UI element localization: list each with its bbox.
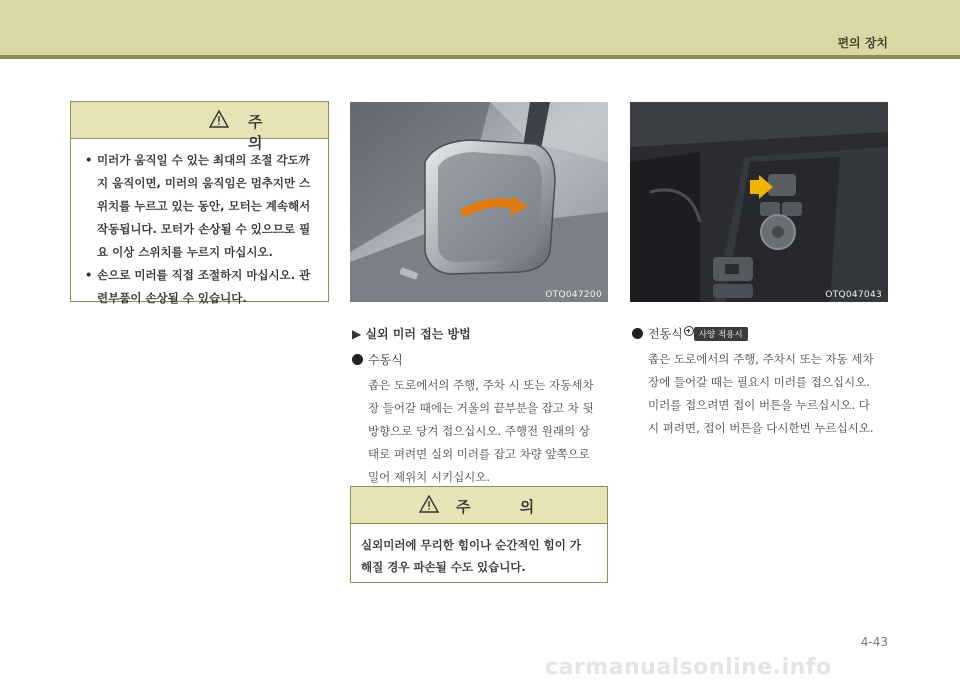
caution-header	[351, 487, 607, 524]
photo-electric-fold-switch	[630, 102, 888, 302]
header-rule	[0, 55, 960, 59]
paragraph-line: 태로 펴려면 실외 미러를 잡고 차량 앞쪽으로	[368, 447, 590, 461]
chapter-title: 편의 장치	[837, 36, 888, 50]
manual-label: 수동식	[368, 353, 403, 367]
caution-body	[351, 524, 607, 578]
bullet-dot-icon	[352, 354, 363, 365]
caution-title: 주 의	[456, 498, 557, 516]
option-plus-icon	[684, 326, 694, 336]
paragraph-line: 장 들어갈 때에는 거울의 끝부분을 잡고 차 뒷	[368, 401, 594, 415]
paragraph-line: 장에 들어갈 때는 필요시 미러를 접으십시오.	[648, 375, 870, 389]
bullet-dot-icon	[632, 328, 643, 339]
paragraph-line: 밀어 제위치 시키십시오.	[368, 470, 491, 484]
caution-bullet: • 미러가 움직일 수 있는 최대의 조절 각도까지 움직이면, 미러의 움직임은 멈추지만 스위치를 누르고 있는 동안, 모터는 계속해서 작동됩니다. 모터가 손상될 수 있으므로 필요 이상 스위치를 누르지 마십시오.	[85, 149, 320, 264]
mirror-illustration	[350, 102, 608, 302]
door-switch-illustration	[630, 102, 888, 302]
option-badge: 사양 적용시	[694, 327, 748, 341]
electric-paragraph	[648, 348, 874, 440]
photo-code: OTQ047043	[825, 290, 882, 300]
warning-triangle-icon	[209, 110, 229, 128]
caution-box-mirror-adjust	[70, 101, 329, 305]
subheading-electric	[632, 325, 748, 342]
caution-bullet: • 손으로 미러를 직접 조절하지 마십시오. 관련부품이 손상될 수 있습니다.	[85, 264, 320, 310]
caution-line: 실외미러에 무리한 힘이나 순간적인 힘이 가	[361, 538, 581, 552]
paragraph-line: 미러를 접으려면 접이 버튼을 누르십시오. 다	[648, 398, 870, 412]
page-number: 4-43	[860, 635, 888, 649]
watermark: carmanualsonline.info	[545, 655, 832, 680]
caution-line: 해질 경우 파손될 수도 있습니다.	[361, 560, 526, 574]
photo-manual-mirror-fold	[350, 102, 608, 302]
section-heading: ▶ 실외 미러 접는 방법	[352, 327, 471, 341]
caution-bullet-list	[71, 139, 328, 310]
paragraph-line: 좁은 도로에서의 주행, 주차시 또는 자동 세차	[648, 352, 874, 366]
caution-header	[71, 102, 328, 152]
paragraph-line: 시 펴려면, 접이 버튼을 다시한번 누르십시오.	[648, 421, 874, 435]
caution-box-mirror-force	[350, 486, 608, 583]
warning-triangle-icon	[419, 495, 439, 513]
manual-paragraph	[368, 374, 594, 489]
subheading-manual	[352, 351, 403, 368]
electric-label: 전동식	[648, 327, 683, 341]
paragraph-line: 좁은 도로에서의 주행, 주차 시 또는 자동세차	[368, 378, 594, 392]
paragraph-line: 방향으로 당겨 접으십시오. 주행전 원래의 상	[368, 424, 590, 438]
photo-code: OTQ047200	[545, 290, 602, 300]
header-band	[0, 0, 960, 55]
caution-title: 주 의	[248, 113, 285, 152]
